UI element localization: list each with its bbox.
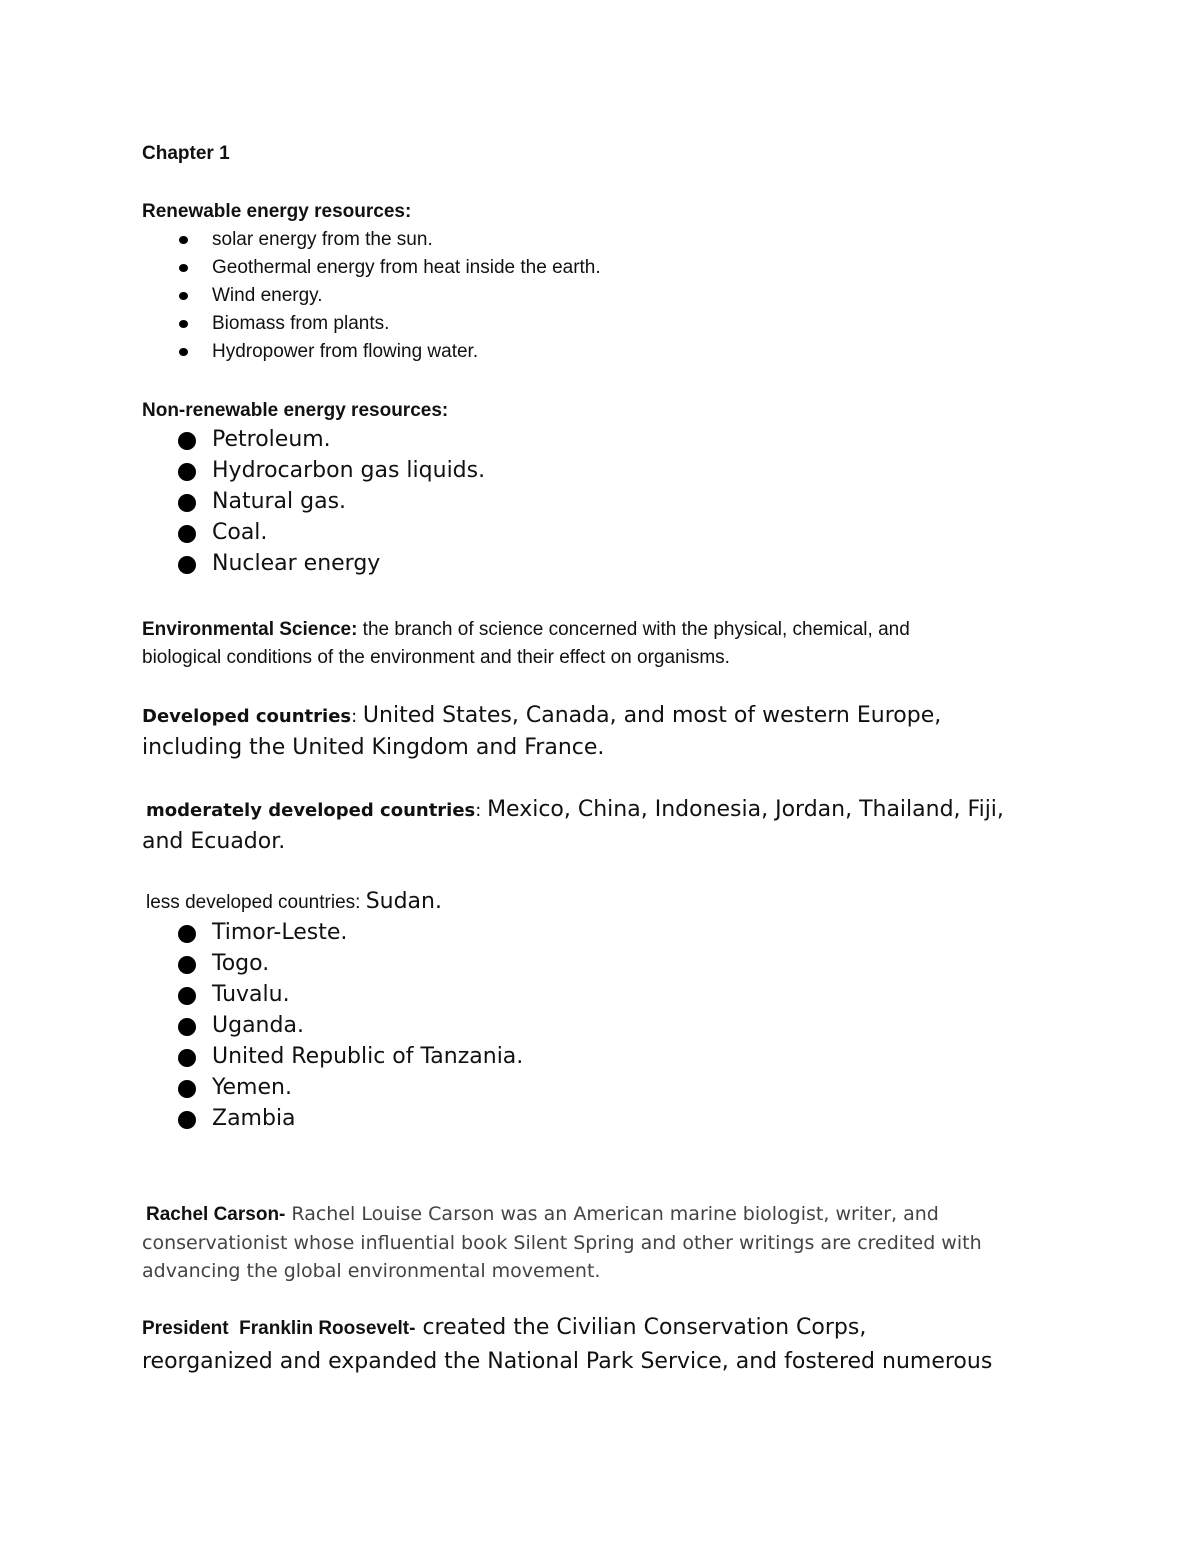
- list-item: Tuvalu.: [142, 979, 1072, 1010]
- bullet-icon: [178, 432, 196, 450]
- bullet-icon: [179, 236, 188, 244]
- bullet-icon: [178, 925, 196, 943]
- list-item: Wind energy.: [142, 282, 1072, 310]
- moderately-list-cont: and Ecuador.: [142, 829, 286, 854]
- nonrenewable-heading: Non-renewable energy resources:: [142, 400, 449, 421]
- list-item: Geothermal energy from heat inside the earth.: [142, 254, 1072, 282]
- bullet-icon: [178, 987, 196, 1005]
- carson-bio-cont: conservationist whose influential book Silent Spring and other writings are credited with: [142, 1232, 982, 1254]
- bullet-icon: [178, 463, 196, 481]
- bullet-icon: [178, 525, 196, 543]
- bullet-icon: [178, 1111, 196, 1129]
- list-item: United Republic of Tanzania.: [142, 1041, 1072, 1072]
- renewable-list: [142, 226, 1072, 366]
- bullet-icon: [178, 1018, 196, 1036]
- moderately-term: moderately developed countries: [146, 800, 476, 821]
- bullet-icon: [178, 1080, 196, 1098]
- list-item: Nuclear energy: [142, 548, 1072, 579]
- bullet-icon: [178, 956, 196, 974]
- list-item: Petroleum.: [142, 424, 1072, 455]
- developed-list: United States, Canada, and most of western Europe,: [362, 703, 942, 728]
- list-item: Hydrocarbon gas liquids.: [142, 455, 1072, 486]
- bullet-icon: [179, 264, 188, 272]
- bullet-icon: [179, 320, 188, 328]
- bullet-icon: [178, 556, 196, 574]
- list-item: Zambia: [142, 1103, 1072, 1134]
- roosevelt-paragraph: [142, 1311, 1072, 1378]
- roosevelt-text: created the Civilian Conservation Corps,: [415, 1315, 867, 1340]
- less-developed-list: [142, 917, 1072, 1134]
- less-developed-heading: [142, 886, 1072, 918]
- chapter-title: Chapter 1: [142, 143, 230, 164]
- less-developed-label: less developed countries:: [146, 892, 366, 913]
- env-science-definition-cont: biological conditions of the environment and their effect on organisms.: [142, 647, 730, 668]
- moderately-paragraph: moderately developed countries: Mexico, China, Indonesia, Jordan, Thailand, Fiji, and Ecuador.: [142, 794, 1072, 857]
- list-item: Natural gas.: [142, 486, 1072, 517]
- moderately-list: Mexico, China, Indonesia, Jordan, Thailand, Fiji,: [487, 797, 1004, 822]
- carson-bio: Rachel Louise Carson was an American marine biologist, writer, and: [285, 1203, 939, 1225]
- nonrenewable-list: [142, 424, 1072, 579]
- env-science-paragraph: [142, 616, 1072, 672]
- developed-list-cont: including the United Kingdom and France.: [142, 735, 605, 760]
- bullet-icon: [179, 348, 188, 356]
- bullet-icon: [178, 1049, 196, 1067]
- list-item: Yemen.: [142, 1072, 1072, 1103]
- list-item: Hydropower from flowing water.: [142, 338, 1072, 366]
- list-item: Biomass from plants.: [142, 310, 1072, 338]
- carson-bio-end: advancing the global environmental movement.: [142, 1260, 601, 1282]
- list-item: Uganda.: [142, 1010, 1072, 1041]
- developed-paragraph: Developed countries: United States, Canada, and most of western Europe, including the United Kingdom and France.: [142, 700, 1072, 763]
- env-science-term: Environmental Science:: [142, 619, 358, 640]
- roosevelt-text-cont: reorganized and expanded the National Park Service, and fostered numerous: [142, 1349, 993, 1374]
- bullet-icon: [178, 494, 196, 512]
- roosevelt-name: President Franklin Roosevelt-: [142, 1318, 416, 1339]
- list-item: Coal.: [142, 517, 1072, 548]
- bullet-icon: [179, 292, 188, 300]
- less-developed-first: Sudan.: [365, 889, 442, 914]
- list-item: Togo.: [142, 948, 1072, 979]
- developed-term: Developed countries: [142, 706, 352, 727]
- list-item: Timor-Leste.: [142, 917, 1072, 948]
- carson-name: Rachel Carson-: [146, 1204, 286, 1225]
- list-item: solar energy from the sun.: [142, 226, 1072, 254]
- carson-paragraph: [142, 1200, 1072, 1285]
- renewable-heading: Renewable energy resources:: [142, 201, 412, 222]
- env-science-definition: the branch of science concerned with the physical, chemical, and: [357, 619, 910, 640]
